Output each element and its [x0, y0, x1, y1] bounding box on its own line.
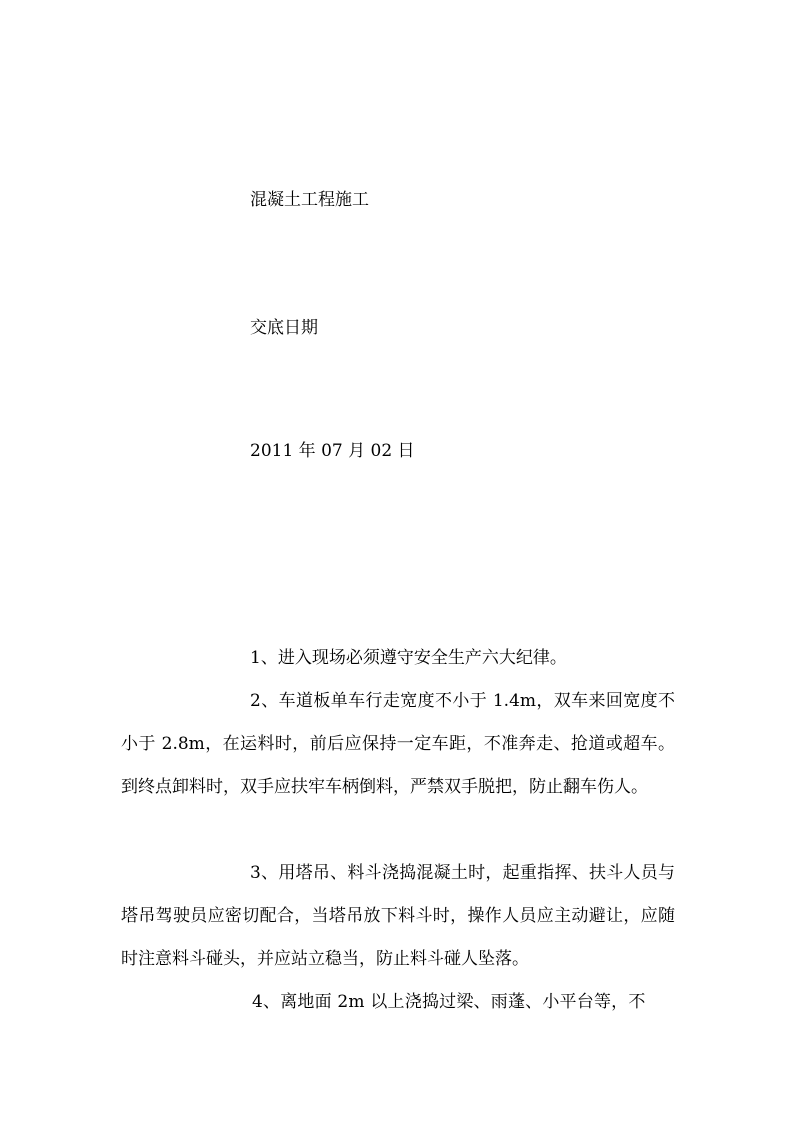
paragraph-3: 3、用塔吊、料斗浇捣混凝土时，起重指挥、扶斗人员与塔吊驾驶员应密切配合，当塔吊放下料斗时，操作人员应主动避让，应随时注意料斗碰头，并应站立稳当，防止料斗碰人坠落。	[121, 863, 675, 969]
paragraph-2: 2、车道板单车行走宽度不小于 1.4m，双车来回宽度不小于 2.8m，在运料时，前后应保持一定车距，不准奔走、抢道或超车。到终点卸料时，双手应扶牢车柄倒料，严禁双手脱把，防止翻车伤人。	[121, 691, 675, 797]
paragraph-4: 4、离地面 2m 以上浇捣过梁、雨蓬、小平台等，不	[252, 992, 646, 1012]
date-label: 交底日期	[250, 318, 318, 338]
document-title: 混凝土工程施工	[250, 190, 369, 210]
paragraph-1: 1、进入现场必须遵守安全生产六大纪律。	[250, 648, 567, 668]
date-value: 2011 年 07 月 02 日	[250, 441, 415, 461]
